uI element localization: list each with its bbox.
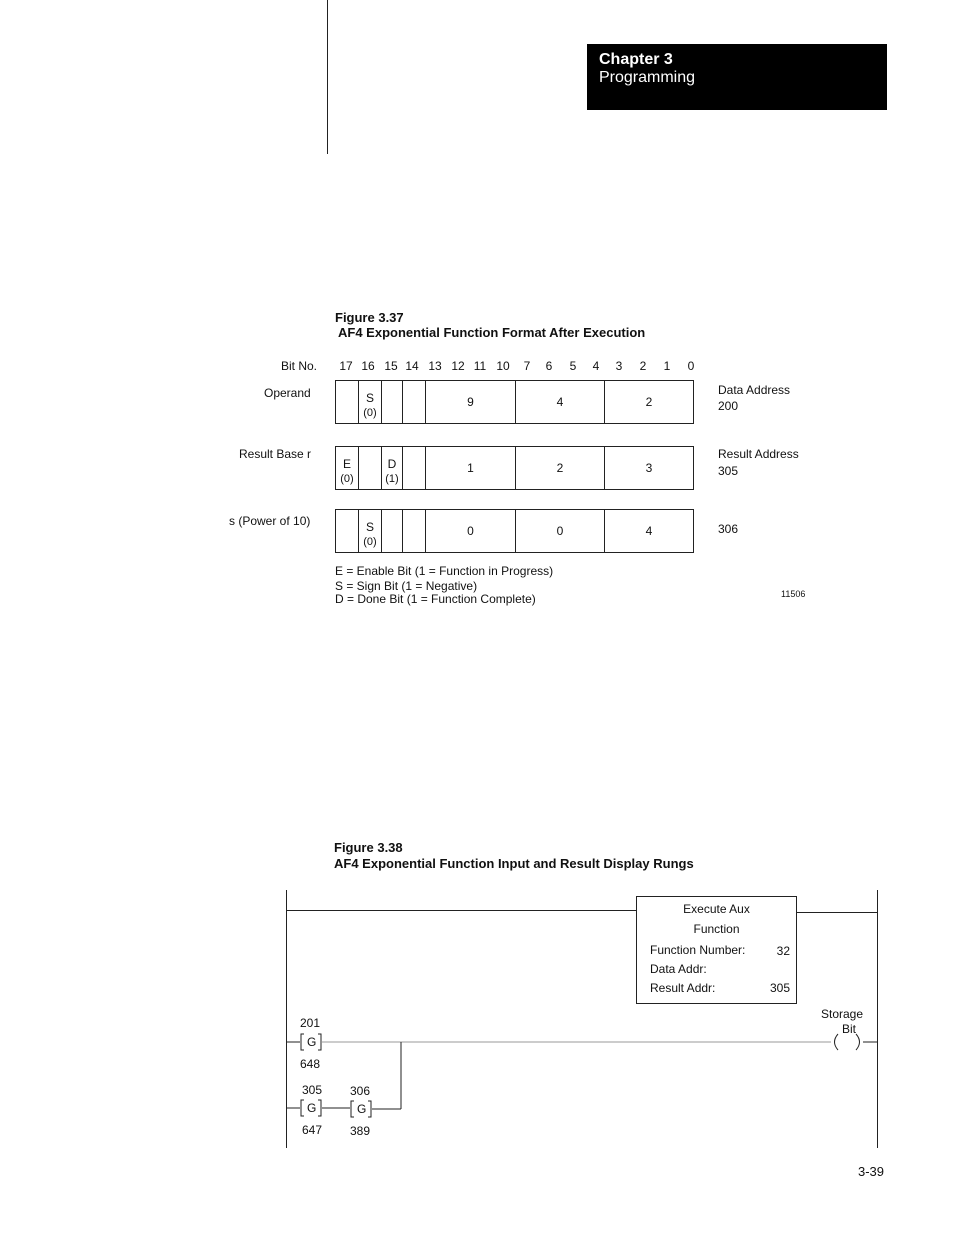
contact-306-bit: 389 xyxy=(350,1124,371,1138)
ladder-rung-2 xyxy=(286,1020,878,1140)
contact-306-left-bracket xyxy=(351,1101,354,1117)
bit-2: 2 xyxy=(639,359,647,373)
output-coil-right xyxy=(856,1034,860,1050)
output-coil-left xyxy=(835,1034,839,1050)
bcd-digit-units: 4 xyxy=(645,524,653,538)
bcd-digit-units: 3 xyxy=(645,461,653,475)
contact-305-right-bracket xyxy=(318,1100,321,1116)
bit-17-cell xyxy=(336,381,359,423)
result-address-label: Result Address xyxy=(718,447,799,461)
flag-letter: S xyxy=(365,520,374,534)
flag-value: (0) xyxy=(363,407,377,419)
function-number-value: 32 xyxy=(776,944,790,958)
legend-enable-bit: E = Enable Bit (1 = Function in Progress) xyxy=(335,564,554,578)
bit-16-cell xyxy=(359,447,382,489)
chapter-header xyxy=(587,44,887,110)
row-label-power-of-ten: s (Power of 10) xyxy=(229,514,311,528)
figure-37-number: Figure 3.37 xyxy=(335,310,404,325)
bit-15-cell xyxy=(382,510,403,552)
header-rule xyxy=(327,0,328,154)
bit-5: 5 xyxy=(569,359,577,373)
bit-11: 11 xyxy=(473,359,487,373)
power-address-value: 306 xyxy=(718,522,739,536)
bit-17: 17 xyxy=(339,359,353,373)
bcd-digit-hundreds: 0 xyxy=(426,510,516,552)
contact-201-right-bracket xyxy=(318,1034,321,1050)
bcd-digit-hundreds: 9 xyxy=(426,381,516,423)
bit-13: 13 xyxy=(428,359,442,373)
row-label-operand: Operand xyxy=(264,386,311,400)
bit-14: 14 xyxy=(405,359,419,373)
bit-0: 0 xyxy=(687,359,695,373)
flag-letter: S xyxy=(365,391,374,405)
contact-305-symbol: G xyxy=(307,1101,317,1115)
flag-value: (1) xyxy=(385,473,399,485)
bit-15-cell xyxy=(382,381,403,423)
contact-305-address: 305 xyxy=(302,1083,323,1097)
figure-reference-number: 11506 xyxy=(781,589,806,599)
row-label-result-base: Result Base r xyxy=(239,447,312,461)
result-base-register xyxy=(335,446,694,490)
function-number-label: Function Number: xyxy=(650,943,746,957)
chapter-title: Programming xyxy=(599,69,696,86)
bcd-digit-units: 2 xyxy=(645,395,653,409)
flag-letter: E xyxy=(342,457,351,471)
bit-3: 3 xyxy=(615,359,623,373)
bit-15: 15 xyxy=(384,359,398,373)
bit-17-cell xyxy=(336,510,359,552)
sign-bit-cell xyxy=(359,381,382,423)
operand-register xyxy=(335,380,694,424)
bit-14-cell xyxy=(403,510,426,552)
bcd-digit-tens: 4 xyxy=(516,381,605,423)
execute-aux-function-block xyxy=(636,896,797,1004)
output-label-bit: Bit xyxy=(842,1022,857,1036)
bit-4: 4 xyxy=(592,359,600,373)
contact-306-right-bracket xyxy=(368,1101,371,1117)
data-addr-label: Data Addr: xyxy=(650,962,707,976)
bcd-digit-tens: 0 xyxy=(516,510,605,552)
result-addr-value: 305 xyxy=(769,981,790,995)
contact-306-symbol: G xyxy=(357,1102,367,1116)
block-title-line2: Function xyxy=(693,922,740,936)
contact-305-left-bracket xyxy=(301,1100,304,1116)
legend-done-bit: D = Done Bit (1 = Function Complete) xyxy=(335,592,536,606)
contact-201-address: 201 xyxy=(300,1016,321,1030)
flag-letter: D xyxy=(387,457,397,471)
contact-201-bit: 648 xyxy=(300,1057,321,1071)
bit-6: 6 xyxy=(545,359,553,373)
done-bit-cell xyxy=(382,447,403,489)
output-label-storage: Storage xyxy=(821,1007,864,1021)
bit-7: 7 xyxy=(523,359,531,373)
chapter-number: Chapter 3 xyxy=(599,51,673,68)
result-addr-label: Result Addr: xyxy=(650,981,716,995)
bit-10: 10 xyxy=(496,359,510,373)
bit-1: 1 xyxy=(663,359,671,373)
bcd-digit-hundreds: 1 xyxy=(426,447,516,489)
page-number: 3-39 xyxy=(858,1164,885,1179)
contact-201-left-bracket xyxy=(301,1034,304,1050)
rung-1-line-left xyxy=(286,910,636,911)
contact-306-address: 306 xyxy=(350,1084,371,1098)
bit-14-cell xyxy=(403,381,426,423)
flag-value: (0) xyxy=(363,536,377,548)
block-title-line1: Execute Aux xyxy=(683,902,750,916)
flag-value: (0) xyxy=(340,473,354,485)
figure-38-number: Figure 3.38 xyxy=(334,840,403,855)
legend-sign-bit: S = Sign Bit (1 = Negative) xyxy=(335,579,478,593)
rung-1-line-right xyxy=(797,912,877,913)
bit-number-label: Bit No. xyxy=(281,359,318,373)
result-address-value: 305 xyxy=(718,464,739,478)
figure-37-title: AF4 Exponential Function Format After Execution xyxy=(338,325,646,340)
bit-12: 12 xyxy=(451,359,465,373)
data-address-label: Data Address xyxy=(718,383,791,397)
bit-14-cell xyxy=(403,447,426,489)
enable-bit-cell xyxy=(336,447,359,489)
figure-38-title: AF4 Exponential Function Input and Result Display Rungs xyxy=(334,856,694,871)
bcd-digit-tens: 2 xyxy=(516,447,605,489)
contact-305-bit: 647 xyxy=(302,1123,323,1137)
sign-bit-cell xyxy=(359,510,382,552)
power-register xyxy=(335,509,694,553)
contact-201-symbol: G xyxy=(307,1035,317,1049)
bit-16: 16 xyxy=(361,359,375,373)
data-address-value: 200 xyxy=(718,399,739,413)
